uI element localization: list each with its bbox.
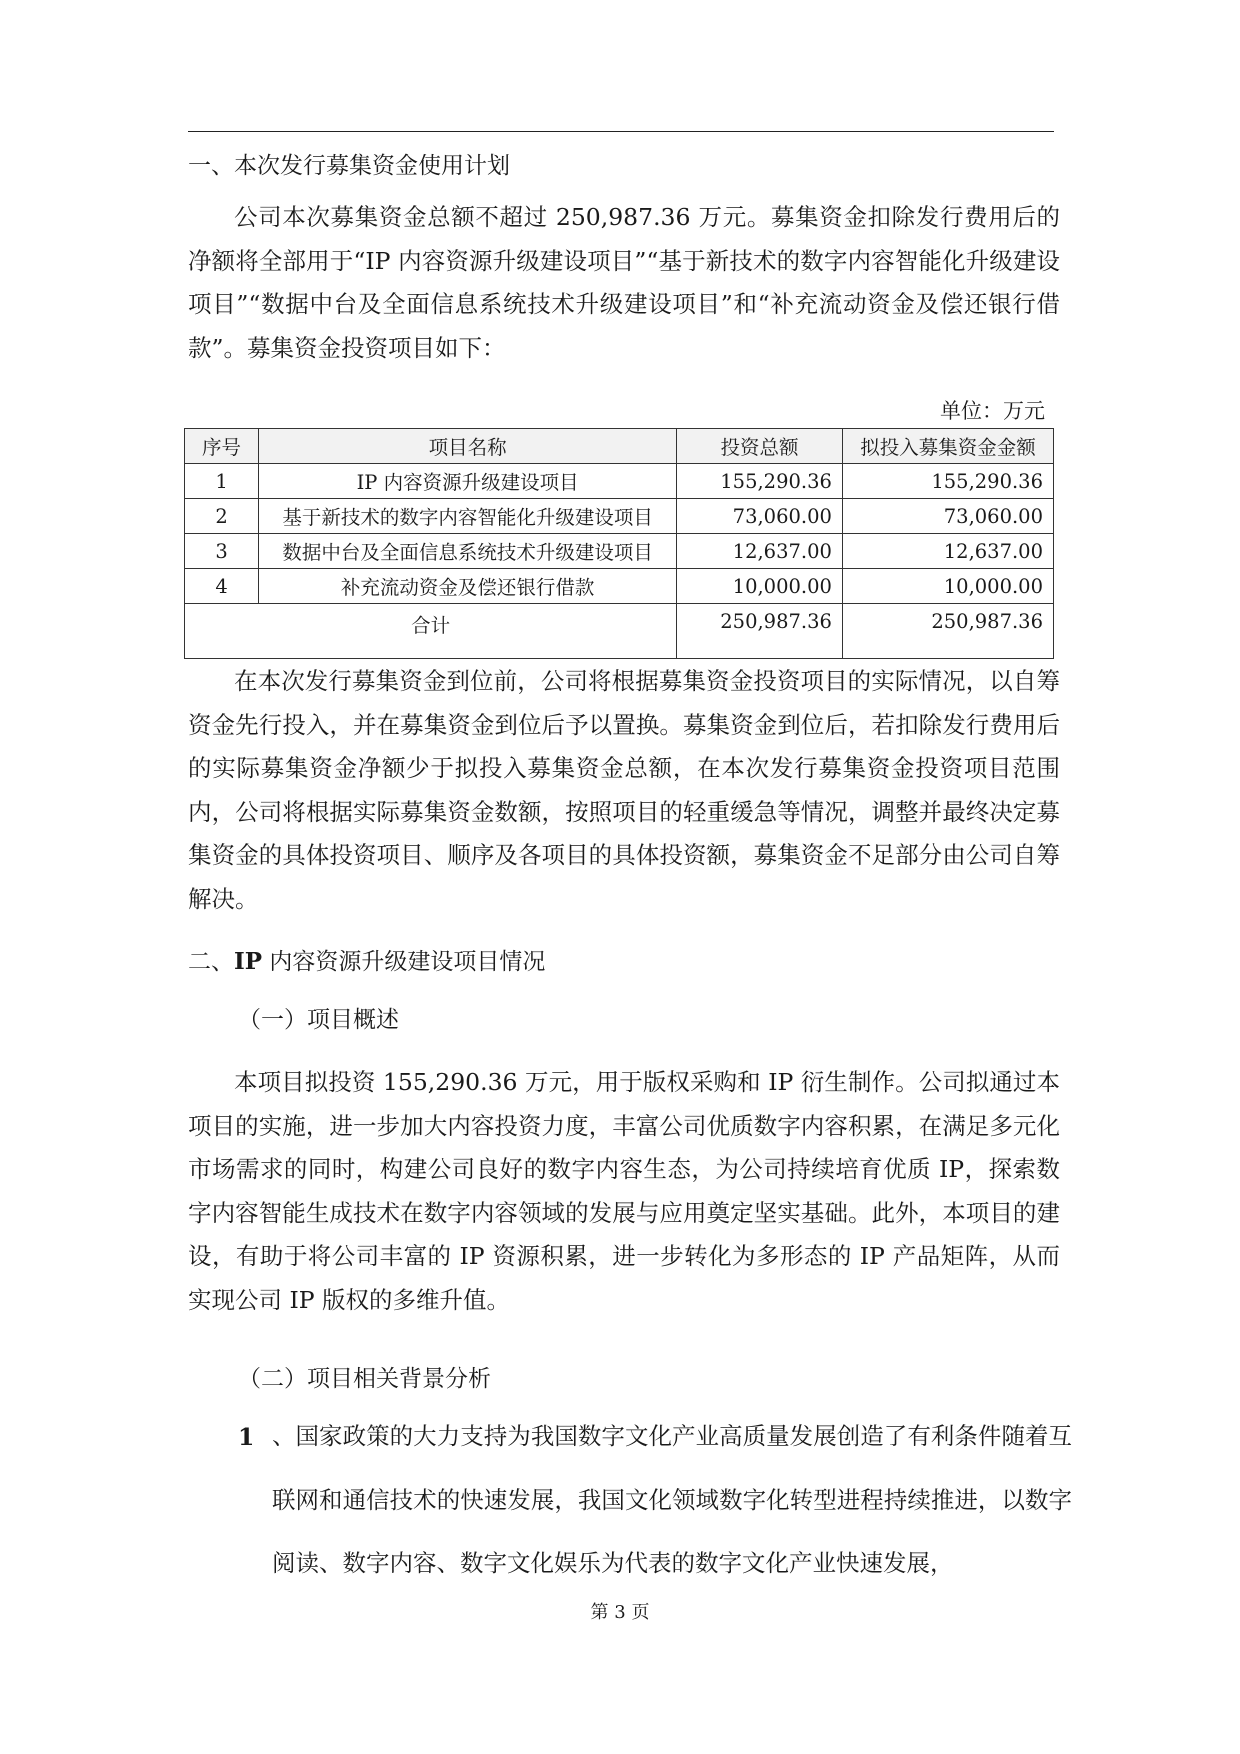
row-name: 补充流动资金及偿还银行借款 [259,569,677,604]
header-no: 序号 [185,429,259,464]
row-total: 12,637.00 [677,534,843,569]
table-row [185,569,1054,604]
row-total: 73,060.00 [677,499,843,534]
header-rule [188,131,1054,132]
total-amount: 250,987.36 [677,604,843,659]
row-name: 数据中台及全面信息系统技术升级建设项目 [259,534,677,569]
header-total: 投资总额 [677,429,843,464]
table-row [185,534,1054,569]
overview-paragraph: 本项目拟投资 155,290.36 万元，用于版权采购和 IP 衍生制作。公司拟通过本项目的实施，进一步加大内容投资力度，丰富公司优质数字内容积累，在满足多元化市场需求的同时，构建公司良好的数字内容生态，为公司持续培育优质 IP，探索数字内容智能生成技术在数字内容领域的发展与应用奠定坚实基础。此外，本项目的建设，有助于将公司丰富的 IP 资源积累，进一步转化为多形态的 IP 产品矩阵，从而实现公司 IP 版权的多维升值。 [188,1068,1060,1314]
row-raised: 12,637.00 [842,534,1053,569]
row-no: 3 [185,534,259,569]
list-item-text: 、国家政策的大力支持为我国数字文化产业高质量发展创造了有利条件随着互联网和通信技术的快速发展，我国文化领域数字化转型进程持续推进，以数字阅读、数字内容、数字文化娱乐为代表的数字文化产业快速发展， [272,1422,1072,1577]
row-no: 1 [185,464,259,499]
section-2-title-bold: IP [234,948,263,975]
row-total: 10,000.00 [677,569,843,604]
fund-table [184,428,1054,659]
table-row [185,464,1054,499]
section-1-intro: 公司本次募集资金总额不超过 250,987.36 万元。募集资金扣除发行费用后的净额将全部用于“IP 内容资源升级建设项目”“基于新技术的数字内容智能化升级建设项目”“数据中台及全面信息系统技术升级建设项目”和“补充流动资金及偿还银行借款”。募集资金投资项目如下： [188,203,1060,362]
header-raised: 拟投入募集资金金额 [842,429,1053,464]
page-number: 第 3 页 [590,1602,650,1623]
row-no: 2 [185,499,259,534]
section-2-title [188,946,545,978]
subsection-background-title: （二）项目相关背景分析 [238,1366,491,1392]
unit-label: 单位：万元 [940,399,1045,423]
row-name: 基于新技术的数字内容智能化升级建设项目 [259,499,677,534]
row-raised: 73,060.00 [842,499,1053,534]
total-raised: 250,987.36 [842,604,1053,659]
row-total: 155,290.36 [677,464,843,499]
total-label: 合计 [185,604,677,659]
table-row [185,499,1054,534]
row-no: 4 [185,569,259,604]
section-1-title: 一、本次发行募集资金使用计划 [188,153,510,179]
section-2-title-rest: 内容资源升级建设项目情况 [262,949,546,975]
section-1-after-table: 在本次发行募集资金到位前，公司将根据募集资金投资项目的实际情况，以自筹资金先行投入，并在募集资金到位后予以置换。募集资金到位后，若扣除发行费用后的实际募集资金净额少于拟投入募集资金总额，在本次发行募集资金投资项目范围内，公司将根据实际募集资金数额，按照项目的轻重缓急等情况，调整并最终决定募集资金的具体投资项目、顺序及各项目的具体投资额，募集资金不足部分由公司自筹解决。 [188,667,1060,913]
row-name: IP 内容资源升级建设项目 [259,464,677,499]
header-name: 项目名称 [259,429,677,464]
subsection-overview-title: （一）项目概述 [238,1007,399,1033]
list-item-number: 1 [238,1423,255,1451]
table-total-row [185,604,1054,659]
table-header-row [185,429,1054,464]
row-raised: 10,000.00 [842,569,1053,604]
section-2-title-prefix: 二、 [188,949,234,975]
row-raised: 155,290.36 [842,464,1053,499]
